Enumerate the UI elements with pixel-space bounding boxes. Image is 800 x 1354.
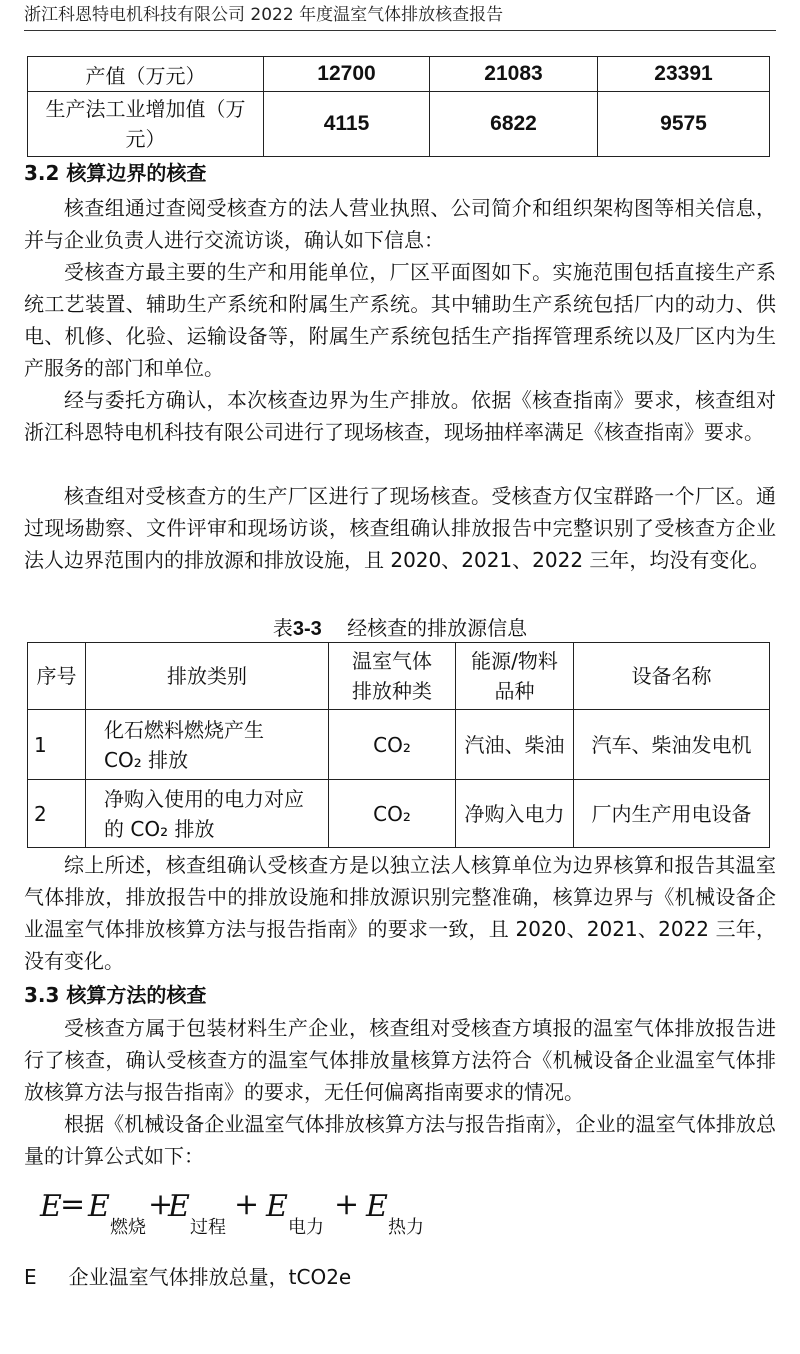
paragraph: 核查组通过查阅受核查方的法人营业执照、公司简介和组织架构图等相关信息，并与企业负责人进行交流访谈，确认如下信息：: [24, 196, 776, 252]
paragraph: 根据《机械设备企业温室气体排放核算方法与报告指南》，企业的温室气体排放总量的计算公式如下：: [24, 1112, 776, 1168]
column-header: 设备名称: [574, 643, 770, 710]
definition-symbol: E: [24, 1265, 37, 1289]
formula-subscript: 电力: [288, 1217, 324, 1238]
header-line: 温室气体: [352, 649, 432, 673]
formula-term: E: [366, 1189, 388, 1224]
table-cell: 21083: [430, 57, 598, 92]
header-line: 品种: [494, 679, 535, 703]
table-cell: 23391: [598, 57, 770, 92]
output-value-table: [27, 56, 770, 157]
definition-text: 企业温室气体排放总量，tCO2e: [68, 1265, 352, 1289]
table-row: [28, 710, 770, 780]
formula-term: E: [266, 1189, 288, 1224]
formula-equals: =: [60, 1187, 86, 1222]
table-cell: 厂内生产用电设备: [574, 780, 770, 848]
caption-prefix: 表: [272, 616, 293, 640]
table-row: [28, 780, 770, 848]
cell-line: 化石燃料燃烧产生: [104, 717, 264, 742]
emission-source-table: [27, 642, 770, 848]
formula-plus: +: [148, 1187, 174, 1222]
table-cell: 6822: [430, 92, 598, 157]
table-row: [28, 92, 770, 157]
formula-plus: +: [234, 1187, 260, 1222]
table-caption: [0, 613, 800, 644]
section-heading-3-2: 3.2 核算边界的核查: [24, 161, 207, 185]
variable-definition: [24, 1262, 351, 1292]
page-header: 浙江科恩特电机科技有限公司 2022 年度温室气体排放核查报告: [24, 0, 776, 31]
table-cell: 汽车、柴油发电机: [574, 710, 770, 780]
row-number: 1: [28, 710, 86, 780]
formula-lhs: E: [40, 1189, 62, 1224]
column-header: [329, 643, 456, 710]
table-cell: CO₂: [329, 710, 456, 780]
header-line: 能源/物料: [471, 649, 558, 673]
formula-plus: +: [334, 1187, 360, 1222]
paragraph: 核查组对受核查方的生产厂区进行了现场核查。受核查方仅宝群路一个厂区。通过现场勘察、文件评审和现场访谈，核查组确认排放报告中完整识别了受核查方企业法人边界范围内的排放源和排放设施，且 2020、2021、2022 三年，均没有变化。: [24, 484, 776, 572]
column-header: [456, 643, 574, 710]
formula-subscript: 热力: [388, 1217, 424, 1238]
paragraph: 受核查方属于包装材料生产企业，核查组对受核查方填报的温室气体排放报告进行了核查，确认受核查方的温室气体排放量核算方法符合《机械设备企业温室气体排放核算方法与报告指南》的要求，无任何偏离指南要求的情况。: [24, 1016, 776, 1104]
paragraph: 综上所述，核查组确认受核查方是以独立法人核算单位为边界核算和报告其温室气体排放，排放报告中的排放设施和排放源识别完整准确，核算边界与《机械设备企业温室气体排放核算方法与报告指南》的要求一致，且 2020、2021、2022 三年，没有变化。: [24, 853, 776, 973]
formula-subscript: 燃烧: [110, 1217, 146, 1238]
table-header-row: [28, 643, 770, 710]
cell-line: CO₂ 排放: [104, 747, 189, 772]
caption-number: 3-3: [292, 618, 322, 640]
table-cell: 12700: [264, 57, 430, 92]
emission-formula: [40, 1183, 560, 1243]
paragraph: 受核查方最主要的生产和用能单位，厂区平面图如下。实施范围包括直接生产系统工艺装置、辅助生产系统和附属生产系统。其中辅助生产系统包括厂内的动力、供电、机修、化验、运输设备等，附属生产系统包括生产指挥管理系统以及厂区内为生产服务的部门和单位。: [24, 260, 776, 380]
header-line: 排放种类: [352, 679, 432, 703]
caption-text: 经核查的排放源信息: [347, 616, 528, 640]
table-cell: 9575: [598, 92, 770, 157]
row-label: 产值（万元）: [28, 57, 264, 92]
table-cell: [86, 710, 329, 780]
formula-term: E: [168, 1189, 190, 1224]
table-row: [28, 57, 770, 92]
formula-term: E: [88, 1189, 110, 1224]
cell-line: 的 CO₂ 排放: [104, 816, 215, 841]
table-cell: [86, 780, 329, 848]
cell-line: 净购入使用的电力对应: [104, 786, 304, 811]
table-cell: 汽油、柴油: [456, 710, 574, 780]
column-header: 排放类别: [86, 643, 329, 710]
row-number: 2: [28, 780, 86, 848]
row-label: 生产法工业增加值（万元）: [28, 92, 264, 157]
section-heading-3-3: 3.3 核算方法的核查: [24, 983, 207, 1007]
table-cell: 净购入电力: [456, 780, 574, 848]
paragraph: 经与委托方确认，本次核查边界为生产排放。依据《核查指南》要求，核查组对浙江科恩特电机科技有限公司进行了现场核查，现场抽样率满足《核查指南》要求。: [24, 388, 776, 444]
column-header: 序号: [28, 643, 86, 710]
formula-subscript: 过程: [190, 1217, 226, 1238]
table-cell: 4115: [264, 92, 430, 157]
table-cell: CO₂: [329, 780, 456, 848]
